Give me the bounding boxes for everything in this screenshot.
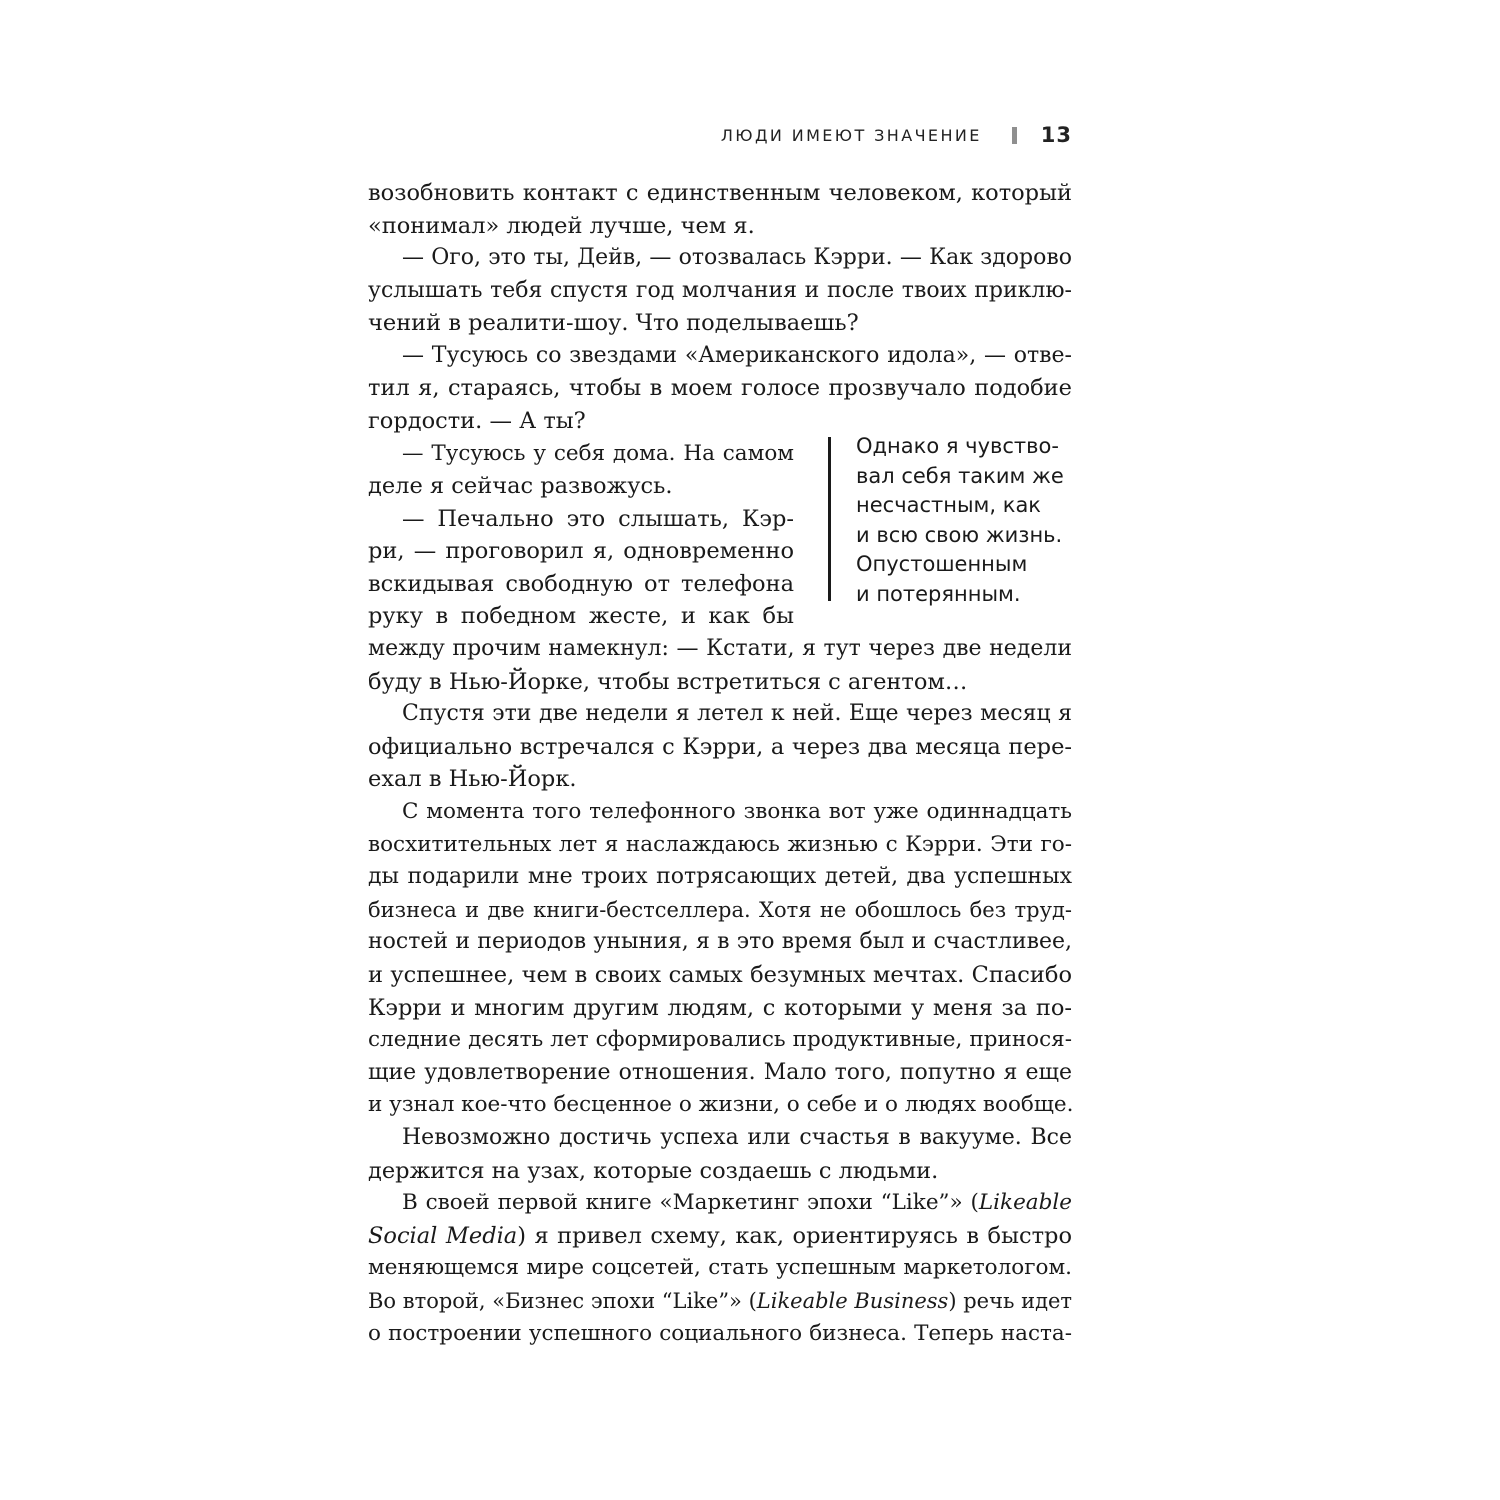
text-line: тил я, стараясь, чтобы в моем голосе прозвучало подобие bbox=[368, 375, 1072, 401]
text-line: услышать тебя спустя год молчания и после твоих приклю- bbox=[368, 278, 1072, 303]
text-line: «понимал» людей лучше, чем я. bbox=[368, 213, 755, 239]
text-run: Во второй, «Бизнес эпохи “Like”» ( bbox=[368, 1289, 757, 1313]
book-title-original: Likeable Business bbox=[756, 1289, 949, 1313]
text-line: руку в победном жесте, и как бы bbox=[368, 603, 794, 629]
pull-quote-line: Однако я чувство- bbox=[856, 434, 1059, 458]
text-line: ри, — проговорил я, одновременно bbox=[368, 538, 794, 564]
text-line: возобновить контакт с единственным человеком, который bbox=[368, 180, 1072, 206]
text-line: ды подарили мне троих потрясающих детей, два успешных bbox=[368, 864, 1072, 889]
text-line: ностей и периодов уныния, я в это время был и счастливее, bbox=[368, 929, 1072, 954]
text-line: следние десять лет сформировались продуктивные, принося- bbox=[368, 1027, 1072, 1052]
pull-quote-line: несчастным, как bbox=[856, 493, 1041, 517]
text-line: — Тусуюсь у себя дома. На самом bbox=[402, 441, 794, 466]
header-divider bbox=[1012, 127, 1017, 144]
text-run: В своей первой книге «Маркетинг эпохи “Like”» ( bbox=[402, 1190, 979, 1215]
text-line: между прочим намекнул: — Кстати, я тут через две недели bbox=[368, 636, 1072, 661]
pull-quote-line: вал себя таким же bbox=[856, 463, 1064, 488]
text-line: вскидывая свободную от телефона bbox=[368, 571, 794, 597]
text-line bbox=[368, 1187, 1072, 1219]
text-line: официально встречался с Кэрри, а через два месяца пере- bbox=[368, 734, 1072, 760]
text-line: буду в Нью-Йорке, чтобы встретиться с агентом… bbox=[368, 669, 968, 695]
text-run: ) я привел схему, как, ориентируясь в быстро bbox=[517, 1223, 1073, 1249]
text-line: ехал в Нью-Йорк. bbox=[368, 766, 577, 792]
running-title: ЛЮДИ ИМЕЮТ ЗНАЧЕНИЕ bbox=[720, 125, 982, 145]
book-title-original: Social Media bbox=[368, 1223, 518, 1249]
pull-quote-rule bbox=[828, 437, 831, 601]
text-line: чений в реалити-шоу. Что поделываешь? bbox=[368, 310, 859, 336]
pull-quote-line: Опустошенным bbox=[856, 552, 1028, 576]
text-line: держится на узах, которые создаешь с людьми. bbox=[368, 1158, 939, 1184]
text-line: — Тусуюсь со звездами «Американского идола», — отве- bbox=[402, 343, 1072, 368]
book-title-original: Likeable bbox=[978, 1190, 1072, 1215]
text-line: гордости. — А ты? bbox=[368, 408, 586, 434]
running-header bbox=[700, 120, 1072, 150]
text-line: деле я сейчас развожусь. bbox=[368, 473, 673, 499]
text-line: и узнал кое-что бесценное о жизни, о себе и о людях вообще. bbox=[368, 1092, 1074, 1117]
text-line: — Ого, это ты, Дейв, — отозвалась Кэрри. — Как здорово bbox=[402, 245, 1072, 270]
pull-quote-line: и потерянным. bbox=[856, 581, 1021, 606]
text-line: восхитительных лет я наслаждаюсь жизнью с Кэрри. Эти го- bbox=[368, 832, 1072, 857]
text-line: бизнеса и две книги-бестселлера. Хотя не обошлось без труд- bbox=[368, 898, 1072, 922]
text-line bbox=[368, 1220, 1072, 1252]
text-line bbox=[368, 1285, 1072, 1317]
text-line: и успешнее, чем в своих самых безумных мечтах. Спасибо bbox=[368, 962, 1072, 988]
text-line: меняющемся мире соцсетей, стать успешным маркетологом. bbox=[368, 1255, 1072, 1280]
text-line: Кэрри и многим другим людям, с которыми у меня за по- bbox=[368, 995, 1072, 1021]
text-line: Невозможно достичь успеха или счастья в вакууме. Все bbox=[402, 1125, 1072, 1150]
text-line: — Печально это слышать, Кэр- bbox=[402, 506, 794, 532]
pull-quote-line: и всю свою жизнь. bbox=[856, 522, 1063, 547]
text-line: о построении успешного социального бизнеса. Теперь наста- bbox=[368, 1321, 1072, 1346]
pull-quote bbox=[856, 432, 1106, 609]
text-line: щие удовлетворение отношения. Мало того, попутно я еще bbox=[368, 1060, 1072, 1085]
text-line: С момента того телефонного звонка вот уже одиннадцать bbox=[402, 799, 1072, 824]
page-number: 13 bbox=[1040, 123, 1072, 147]
text-line: Спустя эти две недели я летел к ней. Еще через месяц я bbox=[402, 701, 1072, 726]
text-run: ) речь идет bbox=[948, 1289, 1073, 1313]
